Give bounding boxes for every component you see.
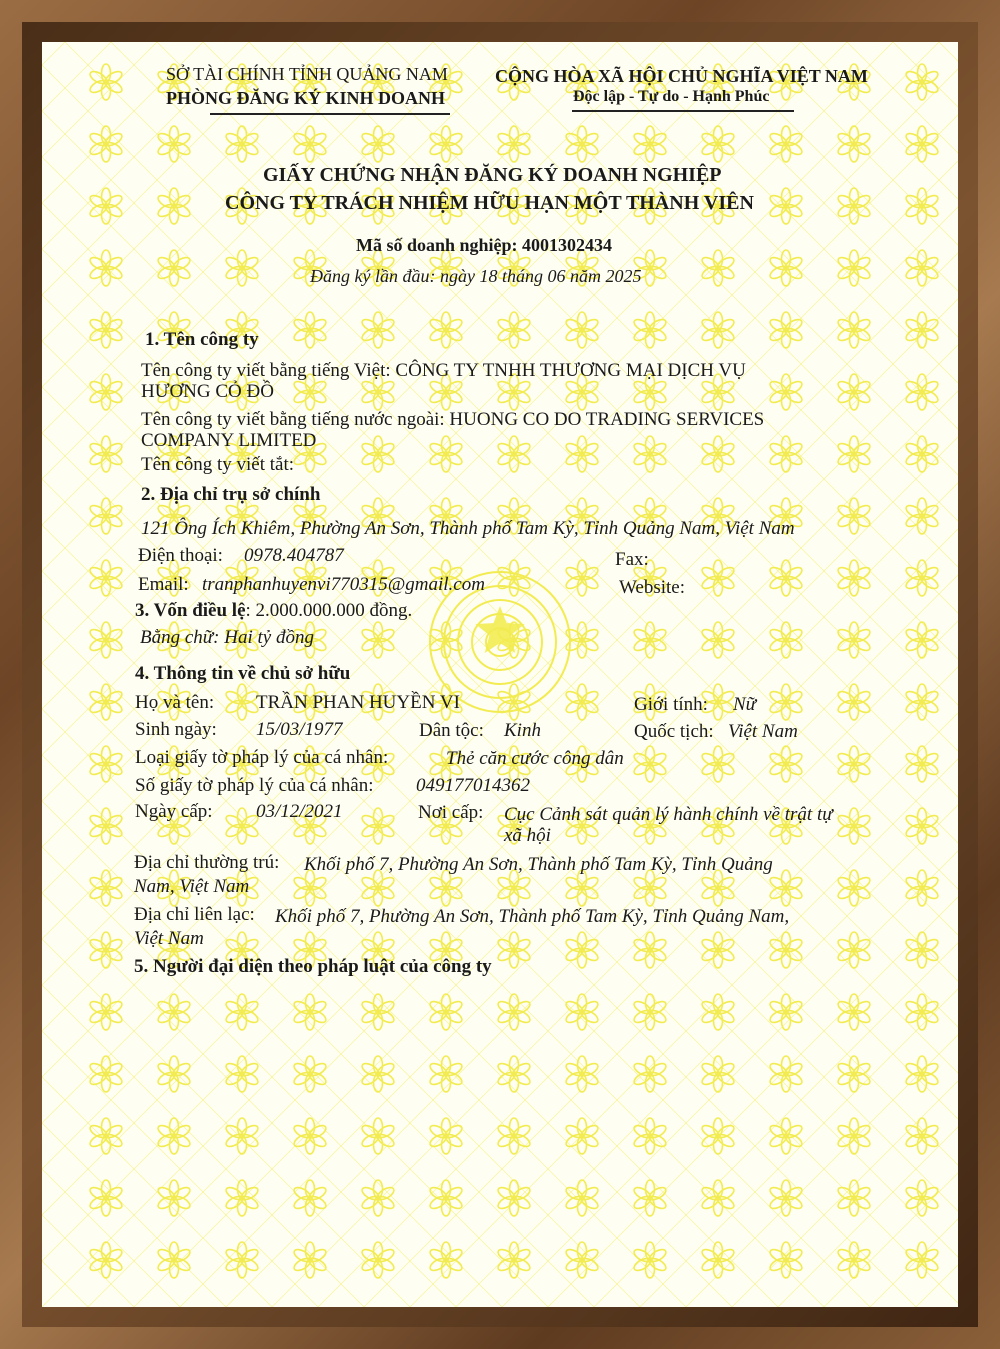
phone-label: Điện thoại: <box>138 545 223 566</box>
country-name: CỘNG HÒA XÃ HỘI CHỦ NGHĨA VIỆT NAM <box>495 66 868 86</box>
contact-address-value: Khối phố 7, Phường An Sơn, Thành phố Tam Kỳ, Tỉnh Quảng Nam, <box>275 906 790 927</box>
company-name-foreign: Tên công ty viết bằng tiếng nước ngoài: HUONG CO DO TRADING SERVICES <box>141 409 765 430</box>
contact-address-value-cont: Việt Nam <box>134 928 204 949</box>
certificate-document <box>42 42 958 1307</box>
certificate-title: GIẤY CHỨNG NHẬN ĐĂNG KÝ DOANH NGHIỆP <box>263 164 722 186</box>
company-short-name: Tên công ty viết tắt: <box>141 454 295 475</box>
national-motto: Độc lập - Tự do - Hạnh Phúc <box>573 88 770 105</box>
company-type: CÔNG TY TRÁCH NHIỆM HỮU HẠN MỘT THÀNH VIÊN <box>225 192 754 214</box>
enterprise-code: Mã số doanh nghiệp: 4001302434 <box>356 235 613 255</box>
permanent-address-label: Địa chỉ thường trú: <box>134 852 280 873</box>
issue-place-value-cont: xã hội <box>504 825 551 846</box>
company-name-vietnamese-cont: HƯƠNG CỎ ĐỒ <box>141 381 274 402</box>
id-number-label: Số giấy tờ pháp lý của cá nhân: <box>135 775 374 796</box>
permanent-address-value-cont: Nam, Việt Nam <box>134 876 250 897</box>
issuing-department: SỞ TÀI CHÍNH TỈNH QUẢNG NAM <box>166 64 448 84</box>
section-5-heading: 5. Người đại diện theo pháp luật của công ty <box>134 956 492 977</box>
nationality-label: Quốc tịch: <box>634 721 714 742</box>
id-type-value: Thẻ căn cước công dân <box>446 748 624 769</box>
issue-place-label: Nơi cấp: <box>418 802 484 823</box>
gender-value: Nữ <box>733 694 757 715</box>
capital-in-words: Bằng chữ: Hai tỷ đồng <box>140 627 314 648</box>
header-right-underline <box>572 110 794 112</box>
company-name-foreign-cont: COMPANY LIMITED <box>141 430 317 451</box>
nationality-value: Việt Nam <box>728 721 798 742</box>
section-2-heading: 2. Địa chỉ trụ sở chính <box>141 484 321 505</box>
issuing-office: PHÒNG ĐĂNG KÝ KINH DOANH <box>166 88 445 108</box>
contact-address-label: Địa chỉ liên lạc: <box>134 904 255 925</box>
charter-capital: : 2.000.000.000 đồng. <box>245 600 413 621</box>
phone-value: 0978.404787 <box>244 545 344 566</box>
company-name-vietnamese: Tên công ty viết bằng tiếng Việt: CÔNG TY TNHH THƯƠNG MẠI DỊCH VỤ <box>141 360 746 381</box>
email-value: tranphanhuyenvi770315@gmail.com <box>202 574 485 595</box>
issue-date-label: Ngày cấp: <box>135 801 213 822</box>
ethnicity-label: Dân tộc: <box>419 720 484 741</box>
dob-value: 15/03/1977 <box>256 719 343 740</box>
id-number-value: 049177014362 <box>416 775 530 796</box>
permanent-address-value: Khối phố 7, Phường An Sơn, Thành phố Tam Kỳ, Tỉnh Quảng <box>304 854 773 875</box>
section-4-heading: 4. Thông tin về chủ sở hữu <box>135 663 351 684</box>
capital-line <box>135 600 412 622</box>
section-3-heading: 3. Vốn điều lệ <box>135 600 246 621</box>
email-label: Email: <box>138 574 189 595</box>
owner-name-value: TRẦN PHAN HUYỀN VI <box>256 692 460 713</box>
issue-place-value: Cục Cảnh sát quản lý hành chính về trật tự <box>504 804 833 825</box>
gender-label: Giới tính: <box>634 694 708 715</box>
dob-label: Sinh ngày: <box>135 719 217 740</box>
certificate-paper <box>42 42 958 1307</box>
section-1-heading: 1. Tên công ty <box>145 329 259 350</box>
owner-name-label: Họ và tên: <box>135 692 215 713</box>
ethnicity-value: Kinh <box>504 720 541 741</box>
id-type-label: Loại giấy tờ pháp lý của cá nhân: <box>135 747 389 768</box>
head-office-address: 121 Ông Ích Khiêm, Phường An Sơn, Thành phố Tam Kỳ, Tỉnh Quảng Nam, Việt Nam <box>141 518 795 539</box>
header-left-underline <box>210 113 450 115</box>
issue-date-value: 03/12/2021 <box>256 801 343 822</box>
fax-label: Fax: <box>615 549 649 570</box>
website-label: Website: <box>619 577 686 598</box>
registration-date: Đăng ký lần đầu: ngày 18 tháng 06 năm 2025 <box>310 266 642 286</box>
